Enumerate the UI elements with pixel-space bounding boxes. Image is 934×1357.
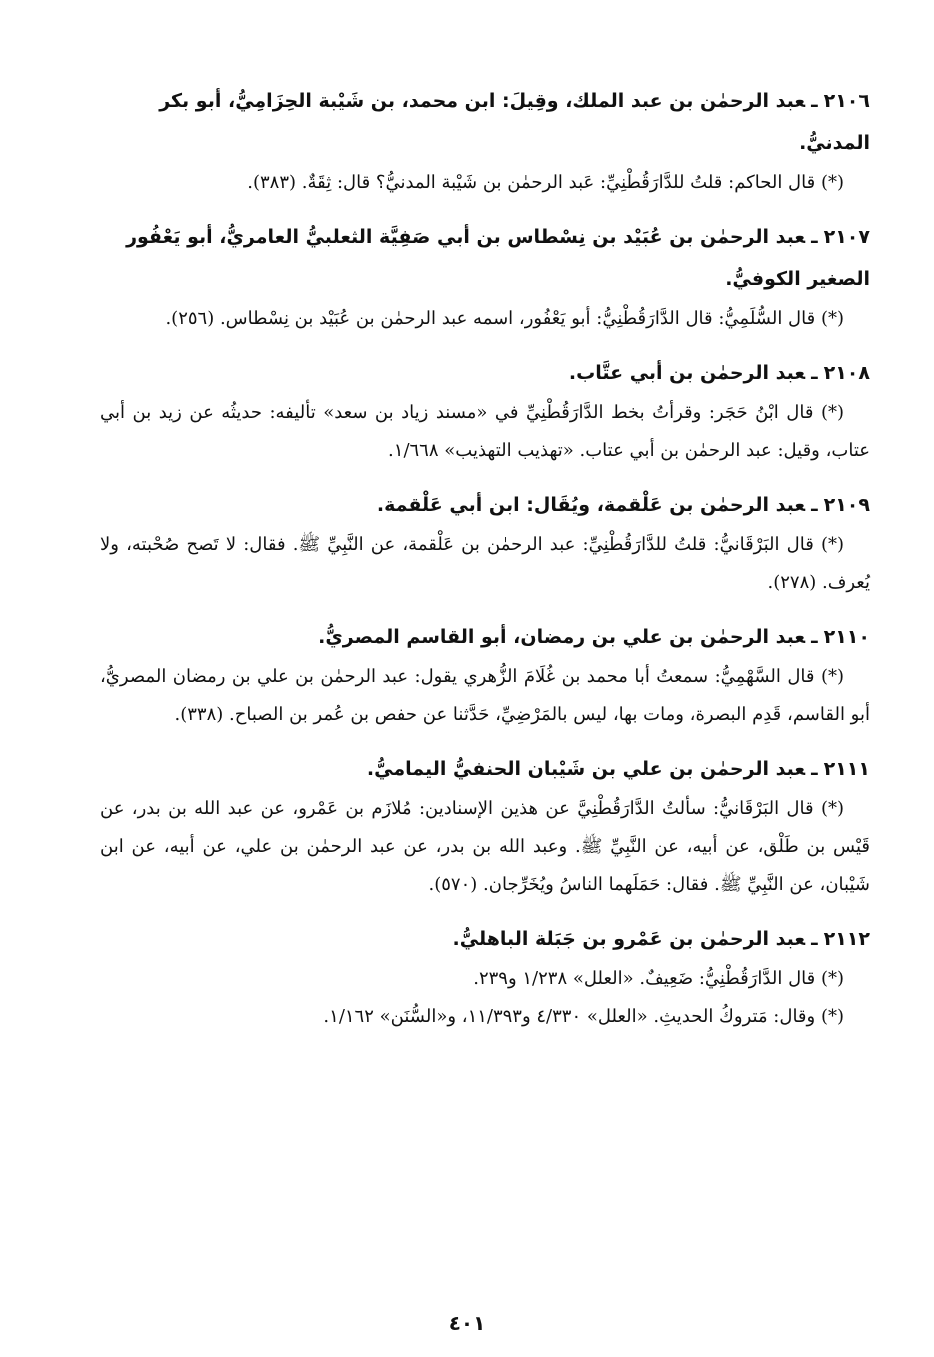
entry-2111 (100, 748, 870, 904)
entry-quote: (*) قال ابْنُ حَجَر: وقرأتُ بخط الدَّارَقُطْنِيِّ في «مسند زياد بن سعد» تأليفه: حديثُه عن زيد بن أبي عتاب، وقيل: عبد الرحمٰن بن أبي عتاب. «تهذيب التهذيب» ١/٦٦٨. (100, 402, 870, 461)
entry-title: عبد الرحمٰن بن عبد الملك، وقِيلَ: ابن محمد، بن شَيْبة الحِزَامِيُّ، أبو بكر المدنيُّ. (159, 90, 870, 154)
entry-2112 (100, 918, 870, 1036)
entry-quote: (*) قال الحاكم: قلتُ للدَّارَقُطْنِيِّ: عَبد الرحمٰن بن شَيْبة المدنيُّ؟ قال: ثِقَةٌ. (٣٨٣). (247, 172, 844, 193)
entry-title: عبد الرحمٰن بن علي بن رمضان، أبو القاسم المصريُّ. (318, 626, 806, 648)
entry-number: ٢١٠٨ (823, 362, 870, 384)
entry-dash: ـ (811, 226, 818, 248)
entry-heading (100, 80, 870, 164)
entry-heading (100, 484, 870, 526)
entry-number: ٢١١١ (823, 758, 870, 780)
entry-2106 (100, 80, 870, 202)
entry-title: عبد الرحمٰن بن عَمْرو بن جَبَلة الباهليُّ. (452, 928, 806, 950)
entry-2107 (100, 216, 870, 338)
entry-2108 (100, 352, 870, 470)
entry-dash: ـ (811, 494, 818, 516)
entry-title: عبد الرحمٰن بن أبي عتَّاب. (568, 362, 806, 384)
entry-heading (100, 918, 870, 960)
entry-2110 (100, 616, 870, 734)
entry-dash: ـ (811, 928, 818, 950)
entry-2109 (100, 484, 870, 602)
entry-number: ٢١٠٦ (823, 90, 870, 112)
entry-quote: (*) وقال: مَتروكُ الحديثِ. «العلل» ٤/٣٣٠ و١١/٣٩٣، و«السُّنَن» ١/١٦٢. (323, 1006, 844, 1027)
entry-dash: ـ (811, 758, 818, 780)
book-page (100, 80, 870, 1297)
entry-dash: ـ (811, 626, 818, 648)
entry-dash: ـ (811, 362, 818, 384)
entry-heading (100, 216, 870, 300)
entry-quote: (*) قال البَرْقَانيُّ: قلتُ للدَّارَقُطْنِيِّ: عبد الرحمٰن بن عَلْقمة، عن النَّبِيِّ ﷺ. فقال: لا تَصح صُحْبته، ولا يُعرف. (٢٧٨). (100, 534, 870, 593)
entry-quote: (*) قال السُّلَمِيُّ: قال الدَّارَقُطْنِيُّ: أبو يَعْفُور، اسمه عبد الرحمٰن بن عُبَيْد بن نِسْطاس. (٢٥٦). (165, 308, 844, 329)
entry-heading (100, 748, 870, 790)
page-number: ٤٠١ (448, 1311, 486, 1335)
entry-title: عبد الرحمٰن بن علي بن شَيْبان الحنفيُّ اليماميُّ. (366, 758, 806, 780)
entry-quote: (*) قال السَّهْمِيُّ: سمعتُ أبا محمد بن غُلَامَ الزُّهري يقول: عبد الرحمٰن بن علي بن رمضان المصريُّ، أبو القاسم، قَدِم البصرة، ومات بها، ليس بالمَرْضِيِّ، حَدَّثنا عن حفص بن عُمر بن الصباح. (٣٣٨). (100, 666, 870, 725)
entry-title: عبد الرحمٰن بن عُبَيْد بن نِسْطاس بن أبي صَفِيَّة الثعلبيُّ العامريُّ، أبو يَعْفُور الصغير الكوفيُّ. (126, 226, 870, 290)
entry-heading (100, 616, 870, 658)
entry-number: ٢١١٠ (823, 626, 870, 648)
entry-number: ٢١٠٩ (823, 494, 870, 516)
entry-number: ٢١١٢ (823, 928, 870, 950)
entry-title: عبد الرحمٰن بن عَلْقمة، ويُقَال: ابن أبي عَلْقمة. (376, 494, 806, 516)
entry-dash: ـ (811, 90, 818, 112)
entry-number: ٢١٠٧ (823, 226, 870, 248)
entry-heading (100, 352, 870, 394)
entry-quote: (*) قال البَرْقَانيُّ: سألتُ الدَّارَقُطْنِيَّ عن هذين الإسنادين: مُلازَم بن عَمْرو، عن عبد الله بن بدر، عن قَيْس بن طَلْق، عن أبيه، عن النَّبِيِّ ﷺ. وعبد الله بن بدر، عن عبد الرحمٰن بن علي، عن أبيه، عن ابن شَيْبان، عن النَّبِيِّ ﷺ. فقال: حَمَلَهما الناسُ ويُخَرِّجان. (٥٧٠). (100, 798, 870, 895)
entry-quote: (*) قال الدَّارَقُطْنِيُّ: ضَعِيفٌ. «العلل» ١/٢٣٨ و٢٣٩. (473, 968, 844, 989)
